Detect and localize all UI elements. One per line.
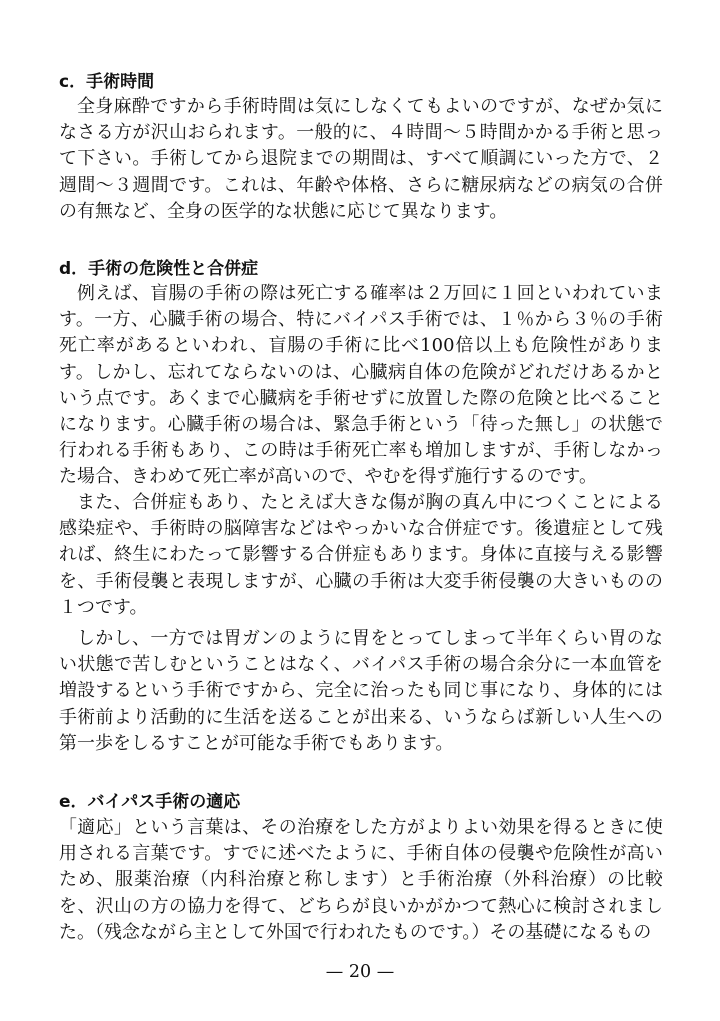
paragraph-surgery-time: 全身麻酔ですから手術時間は気にしなくてもよいのですが、なぜか気になさる方が沢山おられます。一般的に、４時間〜５時間かかる手術と思って下さい。手術してから退院までの期間は、すべて順調にいった方で、２週間〜３週間です。これは、年齢や体格、さらに糖尿病などの病気の合併の有無など、全身の医学的な状態に応じて異なります。	[59, 96, 663, 222]
paragraph-risks-1: 例えば、盲腸の手術の際は死亡する確率は２万回に１回といわれています。一方、心臓手術の場合、特にバイパス手術では、１％から３％の手術死亡率があるといわれ、盲腸の手術に比べ100倍以上も危険性があります。しかし、忘れてならないのは、心臓病自体の危険がどれだけあるかという点です。あくまで心臓病を手術せずに放置した際の危険と比べることになります。心臓手術の場合は、緊急手術という「待った無し」の状態で行われる手術もあり、この時は手術死亡率も増加しますが、手術しなかった場合、きわめて死亡率が高いので、やむを得ず施行するのです。	[59, 283, 663, 488]
heading-bypass-indication: e．バイパス手術の適応	[59, 792, 241, 812]
heading-risks-complications: d．手術の危険性と合併症	[59, 259, 259, 279]
heading-surgery-time: c．手術時間	[59, 72, 155, 92]
page-number: — 20 —	[325, 962, 395, 982]
paragraph-bypass-indication: 「適応」という言葉は、その治療をした方がよりよい効果を得るときに使用される言葉です。すでに述べたように、手術自体の侵襲や危険性が高いため、服薬治療（内科治療と称します）と手術治療（外科治療）の比較を、沢山の方の協力を得て、どちらが良いかがかつて熱心に検討されました。（残念ながら主として外国で行われたものです。）その基礎になるもの	[59, 817, 663, 943]
paragraph-risks-2: また、合併症もあり、たとえば大きな傷が胸の真ん中につくことによる感染症や、手術時の脳障害などはやっかいな合併症です。後遺症として残れば、終生にわたって影響する合併症もあります。身体に直接与える影響を、手術侵襲と表現しますが、心臓の手術は大変手術侵襲の大きいものの１つです。	[59, 492, 663, 618]
paragraph-risks-3: しかし、一方では胃ガンのように胃をとってしまって半年くらい胃のない状態で苦しむということはなく、バイパス手術の場合余分に一本血管を増設するという手術ですから、完全に治ったも同じ事になり、身体的には手術前より活動的に生活を送ることが出来る、いうならば新しい人生への第一歩をしるすことが可能な手術でもあります。	[59, 628, 663, 754]
